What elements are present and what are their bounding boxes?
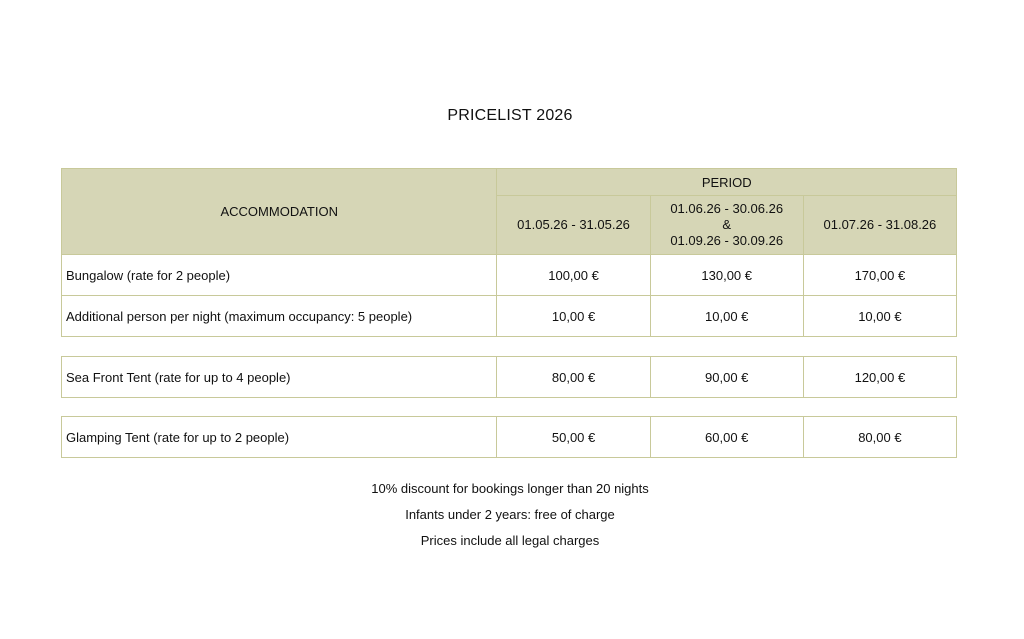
period-range-2-line1: 01.06.26 - 30.06.26 (670, 201, 784, 216)
price-cell: 60,00 € (650, 417, 803, 458)
price-cell: 130,00 € (650, 255, 803, 296)
row-label: Sea Front Tent (rate for up to 4 people) (62, 357, 497, 398)
period-range-2-line3: 01.09.26 - 30.09.26 (670, 233, 784, 248)
price-cell: 120,00 € (803, 357, 956, 398)
price-cell: 10,00 € (803, 296, 956, 337)
row-label: Bungalow (rate for 2 people) (62, 255, 497, 296)
note-legal-charges: Prices include all legal charges (420, 533, 600, 548)
period-range-3 (803, 196, 956, 255)
row-label: Additional person per night (maximum occupancy: 5 people) (62, 296, 497, 337)
table-row-sea-front-tent (62, 357, 957, 398)
table-row-additional-person (62, 296, 957, 337)
price-cell: 80,00 € (497, 357, 650, 398)
note-discount: 10% discount for bookings longer than 20 nights (371, 481, 649, 496)
period-range-3-text: 01.07.26 - 31.08.26 (823, 217, 937, 232)
notes (0, 481, 1020, 559)
period-header: PERIOD (497, 169, 957, 196)
price-table-main (61, 168, 957, 337)
note-infants: Infants under 2 years: free of charge (405, 507, 615, 522)
price-cell: 90,00 € (650, 357, 803, 398)
price-table-sea-front-tent (61, 356, 957, 398)
price-cell: 10,00 € (650, 296, 803, 337)
row-label: Glamping Tent (rate for up to 2 people) (62, 417, 497, 458)
price-cell: 80,00 € (803, 417, 956, 458)
price-cell: 10,00 € (497, 296, 650, 337)
period-range-1-text: 01.05.26 - 31.05.26 (517, 217, 630, 232)
page-title: PRICELIST 2026 (447, 107, 573, 124)
period-range-2 (650, 196, 803, 255)
table-row-glamping-tent (62, 417, 957, 458)
price-cell: 170,00 € (803, 255, 956, 296)
price-cell: 50,00 € (497, 417, 650, 458)
period-range-1 (497, 196, 650, 255)
table-row-bungalow (62, 255, 957, 296)
price-cell: 100,00 € (497, 255, 650, 296)
accommodation-header: ACCOMMODATION (62, 169, 497, 255)
price-table-glamping-tent (61, 416, 957, 458)
period-range-2-line2: & (722, 217, 732, 232)
